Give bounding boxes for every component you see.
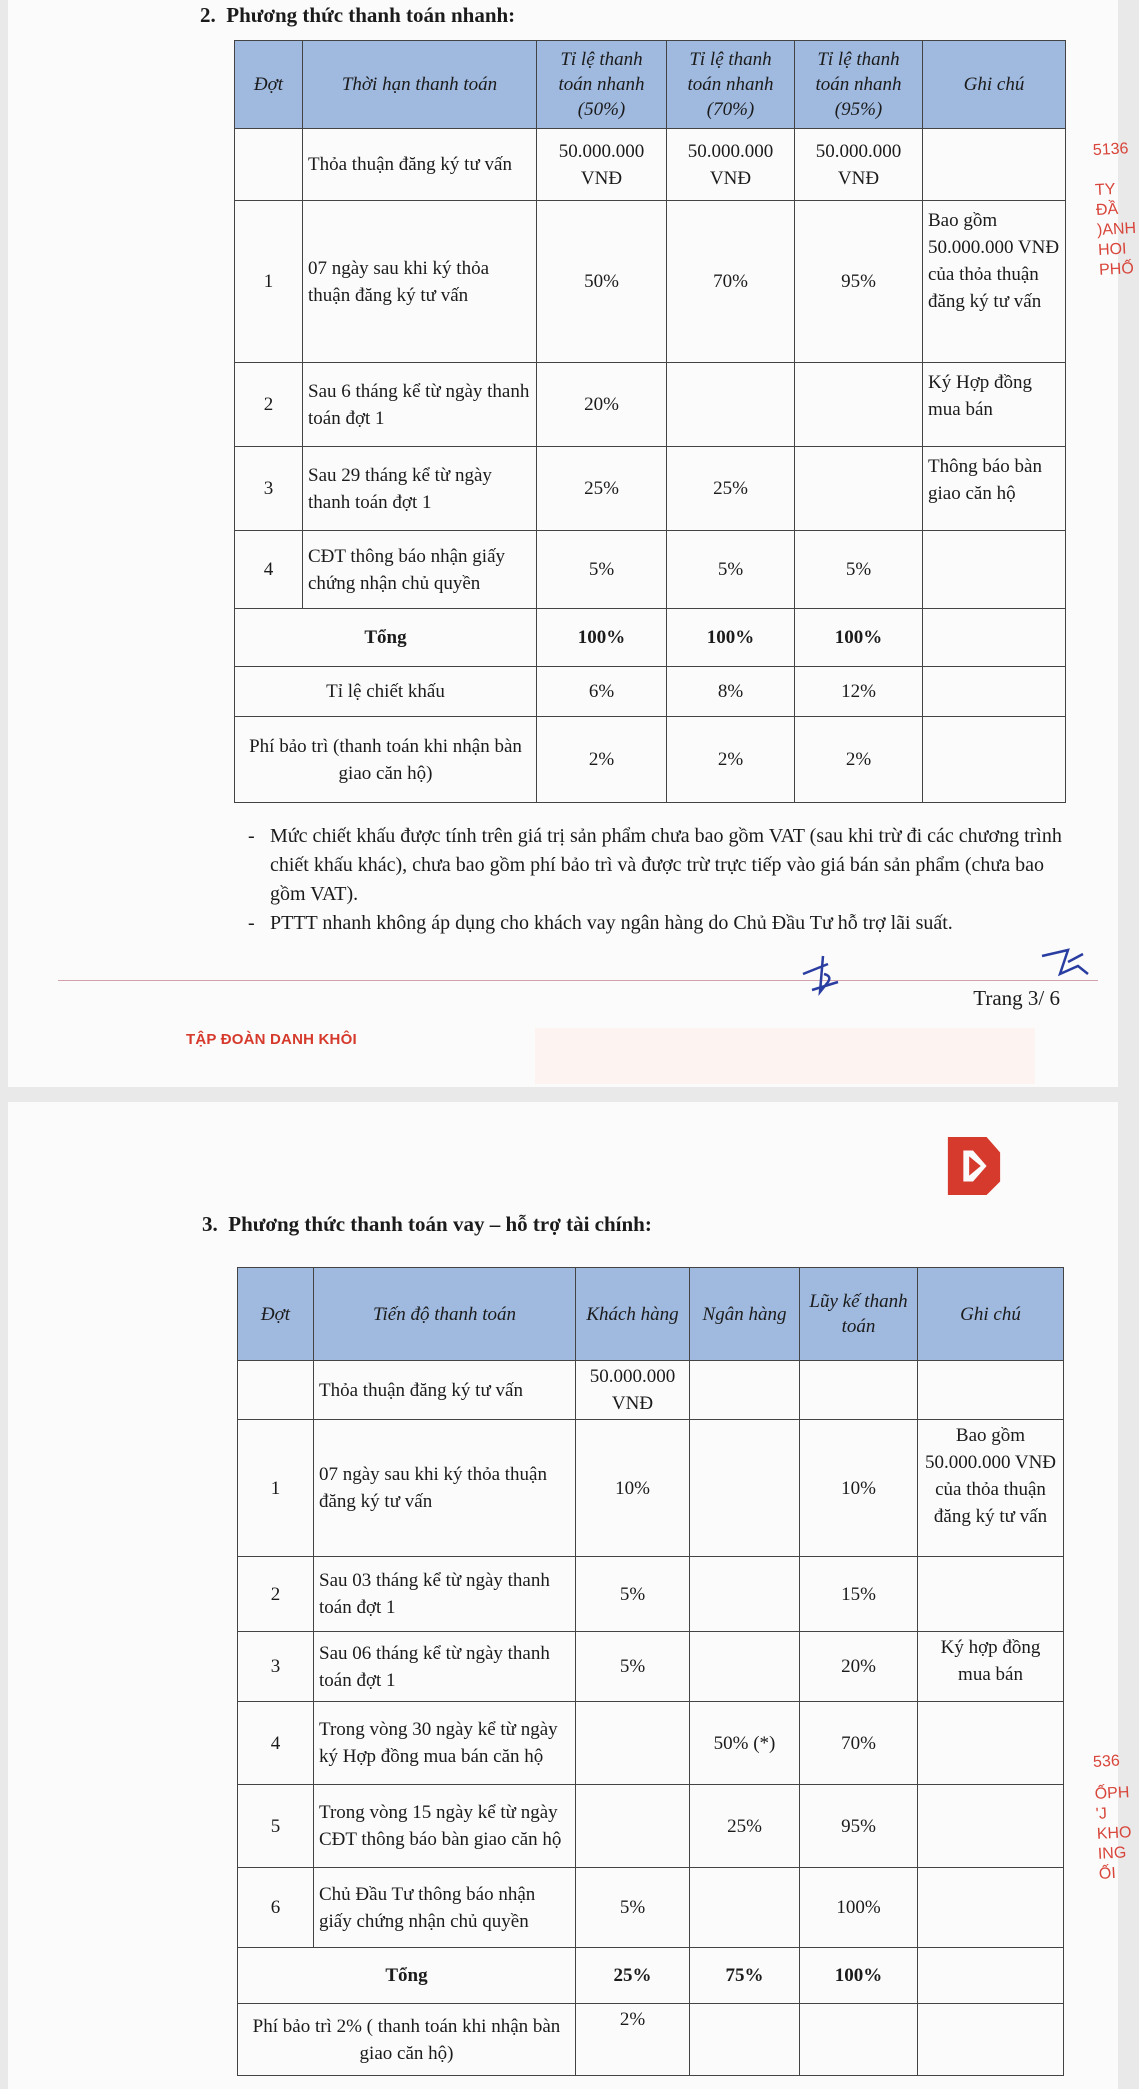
term-cell: Sau 6 tháng kể từ ngày thanh toán đợt 1 <box>303 363 537 447</box>
value-cell: 10% <box>800 1420 918 1557</box>
value-cell: 50% <box>537 201 667 363</box>
dot-cell: 3 <box>235 447 303 531</box>
value-cell: 50% (*) <box>690 1702 800 1785</box>
dot-cell: 4 <box>238 1702 314 1785</box>
header-cell: Ngân hàng <box>690 1268 800 1361</box>
value-cell: 50.000.000 VNĐ <box>795 129 923 201</box>
note-cell <box>923 609 1066 667</box>
list-item: - Mức chiết khấu được tính trên giá trị sản phẩm chưa bao gồm VAT (sau khi trừ đi các chương trình chiết khấu khác), chưa bao gồm phí bảo trì và được trừ trực tiếp vào giá bán sản phẩm (chưa bao gồm VAT). <box>248 825 1062 905</box>
value-cell <box>795 363 923 447</box>
note-cell: Ký hợp đồng mua bán <box>918 1632 1064 1702</box>
dot-cell: 2 <box>238 1557 314 1632</box>
dot-cell: 6 <box>238 1868 314 1948</box>
header-cell: Tiến độ thanh toán <box>314 1268 576 1361</box>
value-cell <box>576 1785 690 1868</box>
brand-name: TẬP ĐOÀN DANH KHÔI <box>186 1031 357 1048</box>
fast-payment-table <box>234 40 1066 803</box>
header-cell: Lũy kế thanh toán <box>800 1268 918 1361</box>
value-cell <box>795 447 923 531</box>
total-label: Tổng <box>238 1948 576 2004</box>
value-cell: 100% <box>800 1868 918 1948</box>
brand-logo-icon <box>944 1133 1004 1199</box>
total-label: Tổng <box>235 609 537 667</box>
dot-cell: 5 <box>238 1785 314 1868</box>
term-cell: Sau 29 tháng kể từ ngày thanh toán đợt 1 <box>303 447 537 531</box>
header-cell: Tỉ lệ thanh toán nhanh (95%) <box>795 41 923 129</box>
term-cell: Chủ Đầu Tư thông báo nhận giấy chứng nhận chủ quyền <box>314 1868 576 1948</box>
total-value: 100% <box>537 609 667 667</box>
header-cell: Đợt <box>235 41 303 129</box>
value-cell: 25% <box>537 447 667 531</box>
discount-row <box>235 667 1066 717</box>
notes-list <box>248 822 1070 938</box>
section-heading-fast-payment: 2. Phương thức thanh toán nhanh: <box>200 3 516 27</box>
fee-value: 2% <box>576 2004 690 2076</box>
dot-cell: 2 <box>235 363 303 447</box>
footer-rule <box>58 980 1098 981</box>
value-cell: 5% <box>576 1632 690 1702</box>
value-cell: 5% <box>576 1868 690 1948</box>
red-stamp-fragment: 536 ỐPH 'J KHO ING ỐI <box>1092 1752 1132 1883</box>
header-cell: Tỉ lệ thanh toán nhanh (50%) <box>537 41 667 129</box>
header-cell: Đợt <box>238 1268 314 1361</box>
value-cell: 70% <box>667 201 795 363</box>
value-cell <box>690 1557 800 1632</box>
value-cell <box>800 2004 918 2076</box>
value-cell <box>800 1361 918 1420</box>
value-cell: 5% <box>576 1557 690 1632</box>
signature-2 <box>1038 944 1108 984</box>
value-cell: 5% <box>795 531 923 609</box>
note-cell: Thông báo bàn giao căn hộ <box>923 447 1066 531</box>
note-cell <box>923 129 1066 201</box>
dot-cell <box>238 1361 314 1420</box>
header-cell: Khách hàng <box>576 1268 690 1361</box>
table-header-row <box>235 41 1066 129</box>
red-stamp-fragment: 5136 ΤΥ ĐẦ )ANH HOI PHỐ <box>1092 140 1137 279</box>
value-cell: 50.000.000 VNĐ <box>537 129 667 201</box>
table-row <box>235 363 1066 447</box>
table-row <box>238 1702 1064 1785</box>
term-cell: Trong vòng 30 ngày kể từ ngày ký Hợp đồng mua bán căn hộ <box>314 1702 576 1785</box>
note-cell <box>923 667 1066 717</box>
value-cell: 70% <box>800 1702 918 1785</box>
term-cell: Thỏa thuận đăng ký tư vấn <box>303 129 537 201</box>
value-cell <box>690 1632 800 1702</box>
note-cell <box>918 1948 1064 2004</box>
dot-cell <box>235 129 303 201</box>
note-cell: Bao gồm 50.000.000 VNĐ của thỏa thuận đăng ký tư vấn <box>918 1420 1064 1557</box>
value-cell: 20% <box>800 1632 918 1702</box>
term-cell: 07 ngày sau khi ký thỏa thuận đăng ký tư vấn <box>314 1420 576 1557</box>
fee-label: Phí bảo trì 2% ( thanh toán khi nhận bàn giao căn hộ) <box>238 2004 576 2076</box>
value-cell: 5% <box>667 531 795 609</box>
note-cell <box>918 1785 1064 1868</box>
value-cell: 25% <box>690 1785 800 1868</box>
value-cell <box>690 2004 800 2076</box>
table-row <box>235 201 1066 363</box>
header-cell: Ghi chú <box>918 1268 1064 1361</box>
discount-value: 6% <box>537 667 667 717</box>
dot-cell: 1 <box>235 201 303 363</box>
note-cell <box>918 1702 1064 1785</box>
note-cell <box>918 1361 1064 1420</box>
value-cell <box>576 1702 690 1785</box>
header-cell: Tỉ lệ thanh toán nhanh (70%) <box>667 41 795 129</box>
table-row <box>235 531 1066 609</box>
total-value: 75% <box>690 1948 800 2004</box>
value-cell: 25% <box>667 447 795 531</box>
table-row <box>238 1361 1064 1420</box>
note-text: PTTT nhanh không áp dụng cho khách vay ngân hàng do Chủ Đầu Tư hỗ trợ lãi suất. <box>270 912 953 934</box>
table-header-row <box>238 1268 1064 1361</box>
page-number: Trang 3/ 6 <box>973 986 1060 1010</box>
value-cell: 95% <box>800 1785 918 1868</box>
value-cell: 50.000.000 VNĐ <box>667 129 795 201</box>
section-heading-loan-payment: 3. Phương thức thanh toán vay – hỗ trợ tài chính: <box>202 1212 652 1236</box>
list-item: - PTTT nhanh không áp dụng cho khách vay ngân hàng do Chủ Đầu Tư hỗ trợ lãi suất. <box>248 912 953 934</box>
total-value: 100% <box>800 1948 918 2004</box>
term-cell: CĐT thông báo nhận giấy chứng nhận chủ quyền <box>303 531 537 609</box>
signature-1 <box>798 952 868 1002</box>
maintenance-fee-row <box>235 717 1066 803</box>
term-cell: Trong vòng 15 ngày kể từ ngày CĐT thông báo bàn giao căn hộ <box>314 1785 576 1868</box>
discount-value: 12% <box>795 667 923 717</box>
table-row <box>238 1868 1064 1948</box>
header-cell: Thời hạn thanh toán <box>303 41 537 129</box>
table-row <box>238 1420 1064 1557</box>
term-cell: Sau 03 tháng kể từ ngày thanh toán đợt 1 <box>314 1557 576 1632</box>
note-cell <box>918 1557 1064 1632</box>
total-row <box>238 1948 1064 2004</box>
term-cell: 07 ngày sau khi ký thỏa thuận đăng ký tư vấn <box>303 201 537 363</box>
fee-value: 2% <box>537 717 667 803</box>
table-row <box>235 447 1066 531</box>
value-cell: 20% <box>537 363 667 447</box>
note-cell <box>923 531 1066 609</box>
note-cell <box>918 2004 1064 2076</box>
fee-value: 2% <box>795 717 923 803</box>
table-row <box>235 129 1066 201</box>
value-cell <box>690 1868 800 1948</box>
table-row <box>238 1557 1064 1632</box>
value-cell <box>690 1361 800 1420</box>
table-row <box>238 1785 1064 1868</box>
header-cell: Ghi chú <box>923 41 1066 129</box>
value-cell <box>690 1420 800 1557</box>
discount-value: 8% <box>667 667 795 717</box>
total-value: 100% <box>667 609 795 667</box>
dot-cell: 4 <box>235 531 303 609</box>
term-cell: Sau 06 tháng kể từ ngày thanh toán đợt 1 <box>314 1632 576 1702</box>
note-cell <box>923 717 1066 803</box>
value-cell: 10% <box>576 1420 690 1557</box>
table-row <box>238 1632 1064 1702</box>
term-cell: Thỏa thuận đăng ký tư vấn <box>314 1361 576 1420</box>
value-cell: 95% <box>795 201 923 363</box>
dot-cell: 1 <box>238 1420 314 1557</box>
document-page-3 <box>8 0 1137 1087</box>
total-value: 100% <box>795 609 923 667</box>
discount-label: Tỉ lệ chiết khấu <box>235 667 537 717</box>
footer-band <box>535 1028 1035 1084</box>
fee-label: Phí bảo trì (thanh toán khi nhận bàn giao căn hộ) <box>235 717 537 803</box>
maintenance-fee-row <box>238 2004 1064 2076</box>
value-cell: 5% <box>537 531 667 609</box>
value-cell: 15% <box>800 1557 918 1632</box>
document-page-4 <box>8 1102 1132 2089</box>
note-cell: Ký Hợp đồng mua bán <box>923 363 1066 447</box>
value-cell <box>667 363 795 447</box>
note-text: Mức chiết khấu được tính trên giá trị sản phẩm chưa bao gồm VAT (sau khi trừ đi các chương trình chiết khấu khác), chưa bao gồm phí bảo trì và được trừ trực tiếp vào giá bán sản phẩm (chưa bao gồm VAT). <box>270 825 1062 905</box>
note-cell <box>918 1868 1064 1948</box>
dot-cell: 3 <box>238 1632 314 1702</box>
fee-value: 2% <box>667 717 795 803</box>
loan-payment-table <box>237 1267 1064 2076</box>
value-cell: 50.000.000 VNĐ <box>576 1361 690 1420</box>
total-value: 25% <box>576 1948 690 2004</box>
total-row <box>235 609 1066 667</box>
note-cell: Bao gồm 50.000.000 VNĐ của thỏa thuận đăng ký tư vấn <box>923 201 1066 363</box>
